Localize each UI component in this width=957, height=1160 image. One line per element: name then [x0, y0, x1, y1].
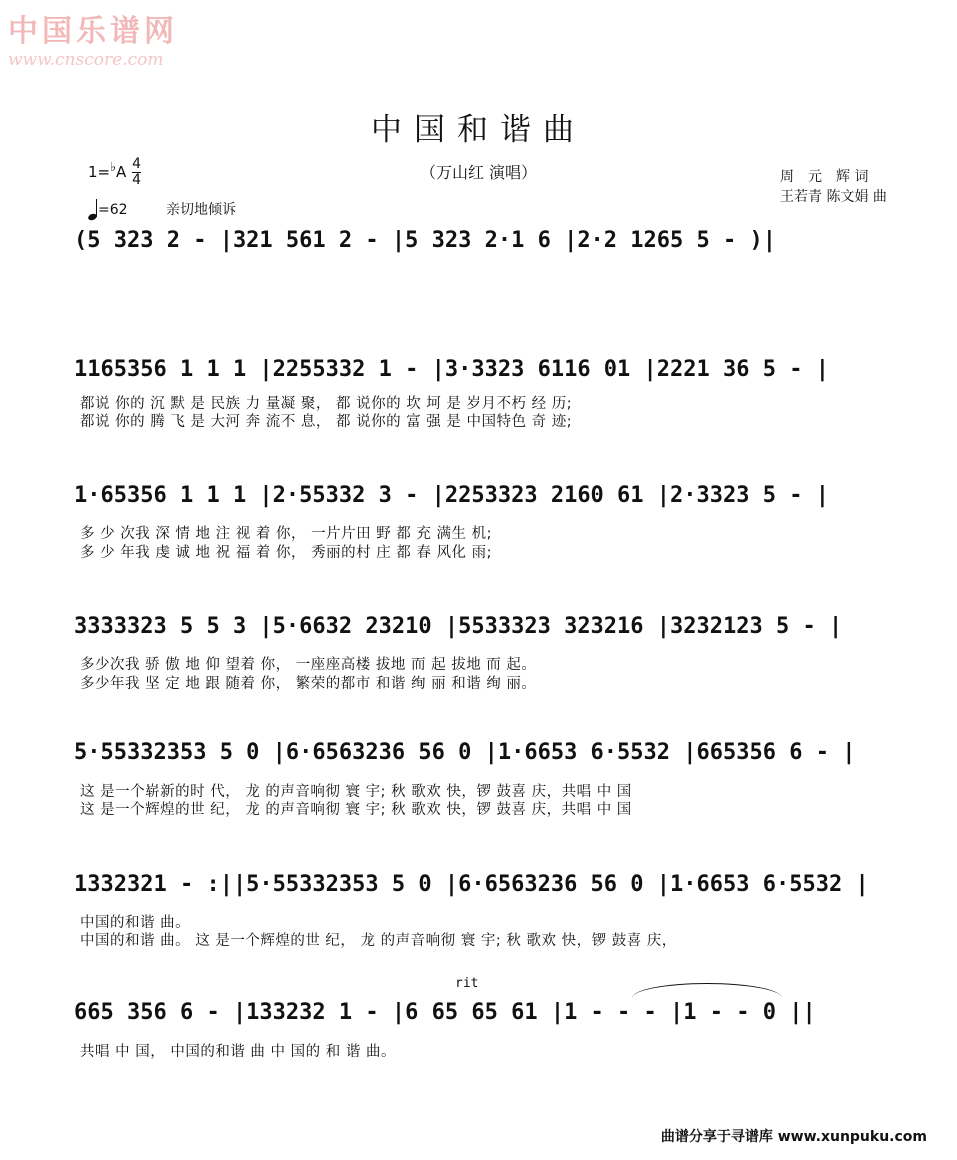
expression-text: 亲切地倾诉	[166, 202, 236, 218]
flat-sign: ♭	[110, 159, 117, 174]
lyrics-row-4-verse-1: 多少次我 骄 傲 地 仰 望着 你， 一座座高楼 拔地 而 起 拔地 而 起。	[80, 657, 537, 673]
lyrics-row-2-verse-1: 都说 你的 沉 默 是 民族 力 量凝 聚， 都 说你的 坎 坷 是 岁月不朽 经 历;	[80, 396, 573, 412]
quarter-note-icon	[88, 198, 98, 220]
tie-slur	[632, 983, 782, 998]
time-top: 4	[132, 156, 141, 172]
tempo-value: =62	[98, 202, 128, 218]
key-prefix: 1=	[88, 163, 111, 181]
score-row-1: (5 323 2 - |321 561 2 - |5 323 2·1 6 |2·2 1265 5 - )|	[74, 228, 776, 253]
score-row-5: 5·55332353 5 0 |6·6563236 56 0 |1·6653 6·5532 |665356 6 - |	[74, 740, 856, 765]
score-row-4: 3333323 5 5 3 |5·6632 23210 |5533323 323216 |3232123 5 - |	[74, 614, 843, 639]
lyricist-credit: 周 元 辉 词	[780, 169, 869, 185]
footer-credit: 曲谱分享于寻谱库 www.xunpuku.com	[660, 1129, 927, 1145]
lyrics-row-3-verse-1: 多 少 次我 深 情 地 注 视 着 你， 一片片田 野 都 充 满生 机;	[80, 526, 493, 542]
lyrics-row-7: 共唱 中 国， 中国的和谐 曲 中 国的 和 谐 曲。	[80, 1044, 396, 1060]
lyrics-row-4-verse-2: 多少年我 坚 定 地 跟 随着 你， 繁荣的都市 和谐 绚 丽 和谐 绚 丽。	[80, 676, 537, 692]
lyrics-row-2-verse-2: 都说 你的 腾 飞 是 大河 奔 流不 息， 都 说你的 富 强 是 中国特色 奇 迹;	[80, 414, 573, 430]
ritardando-mark: rit	[455, 976, 479, 991]
score-row-3: 1·65356 1 1 1 |2·55332 3 - |2253323 2160 61 |2·3323 5 - |	[74, 483, 829, 508]
watermark	[8, 6, 178, 70]
composer-credit: 王若青 陈文娟 曲	[780, 189, 887, 205]
lyrics-row-5-verse-2: 这 是一个辉煌的世 纪， 龙 的声音响彻 寰 宇; 秋 歌欢 快，锣 鼓喜 庆，共唱 中 国	[80, 802, 632, 818]
time-bottom: 4	[132, 172, 141, 188]
time-signature	[132, 157, 141, 188]
watermark-url: www.cnscore.com	[8, 50, 164, 70]
singer-credit: （万山红 演唱）	[419, 163, 538, 182]
key-note: A	[116, 163, 127, 181]
lyrics-row-6-verse-2: 中国的和谐 曲。 这 是一个辉煌的世 纪， 龙 的声音响彻 寰 宇; 秋 歌欢 快，锣 鼓喜 庆，	[80, 933, 677, 949]
key-signature	[88, 157, 141, 188]
song-title: 中国和谐曲	[371, 112, 586, 148]
lyrics-row-5-verse-1: 这 是一个崭新的时 代， 龙 的声音响彻 寰 宇; 秋 歌欢 快，锣 鼓喜 庆，共唱 中 国	[80, 784, 632, 800]
lyrics-row-6-verse-1: 中国的和谐 曲。	[80, 915, 191, 931]
score-row-6: 1332321 - :||5·55332353 5 0 |6·6563236 56 0 |1·6653 6·5532 |	[74, 872, 869, 897]
lyrics-row-3-verse-2: 多 少 年我 虔 诚 地 祝 福 着 你， 秀丽的村 庄 都 春 风化 雨;	[80, 545, 493, 561]
score-row-7: 665 356 6 - |133232 1 - |6 65 65 61 |1 - - - |1 - - 0 ||	[74, 1000, 816, 1025]
tempo-marking	[88, 198, 236, 220]
watermark-site-name: 中国乐谱网	[8, 14, 178, 49]
score-row-2: 1165356 1 1 1 |2255332 1 - |3·3323 6116 01 |2221 36 5 - |	[74, 357, 829, 382]
